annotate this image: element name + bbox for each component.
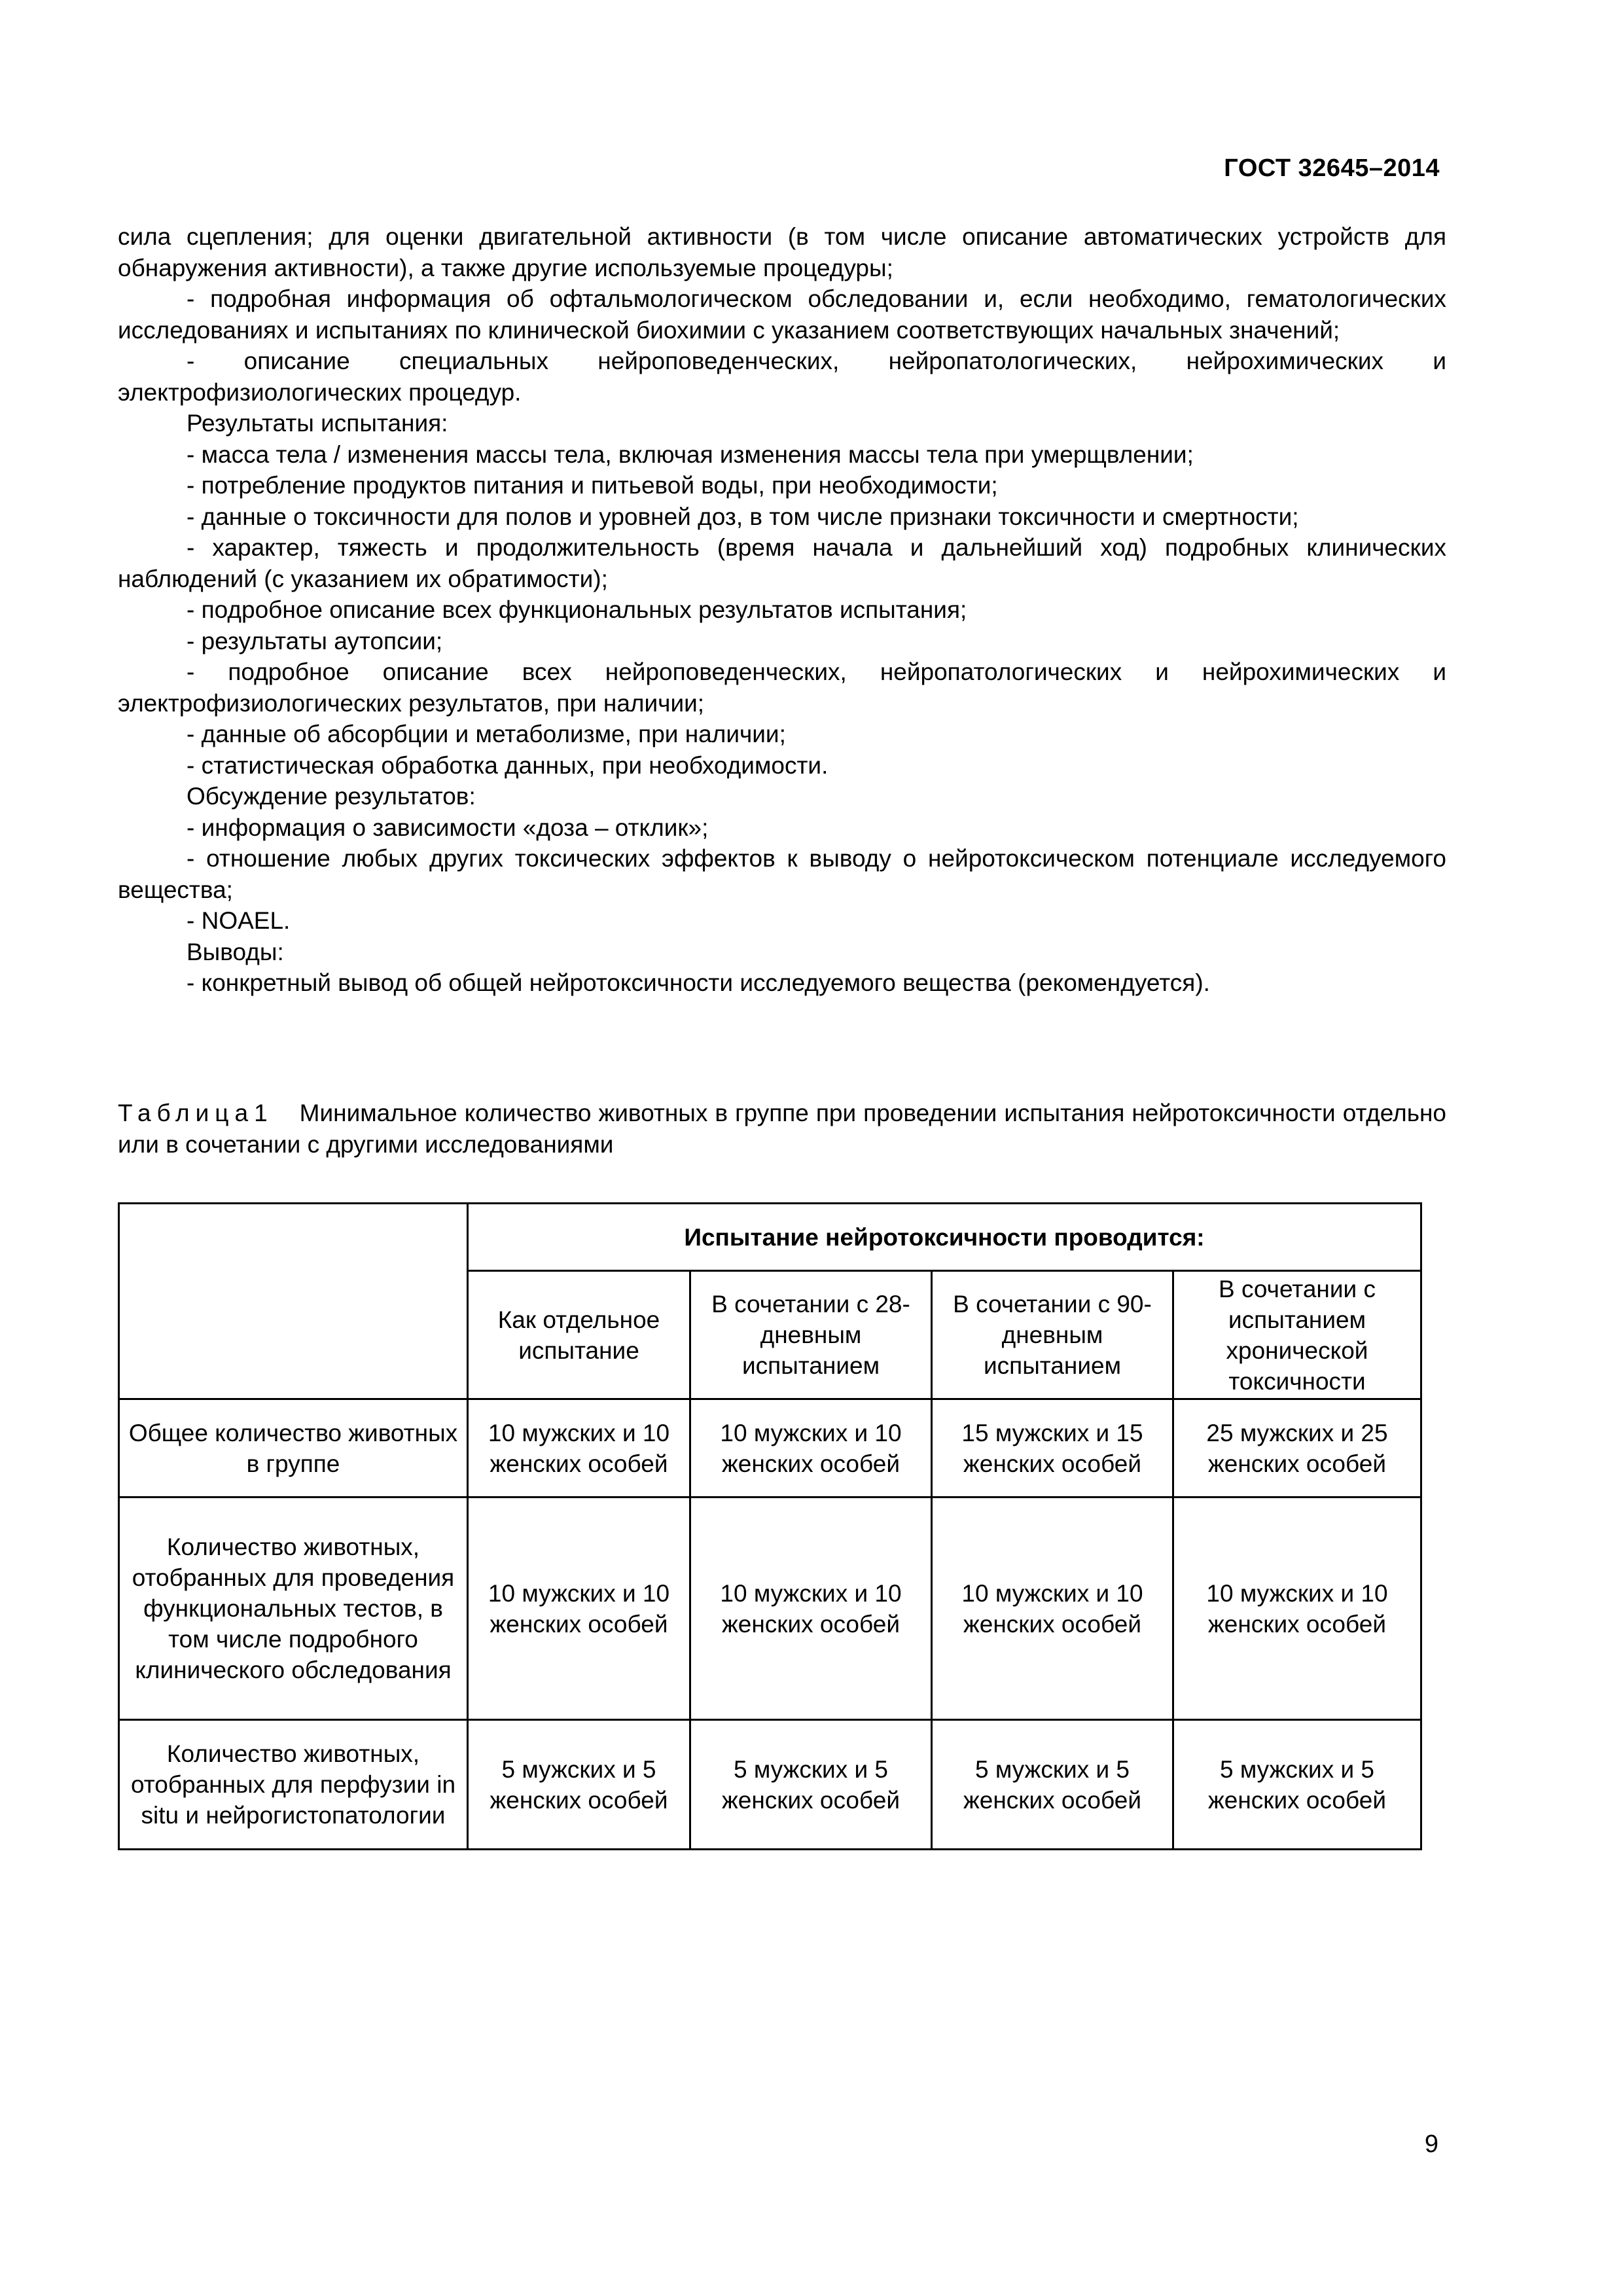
list-item-ophthalmology: - подробная информация об офтальмологическом обследовании и, если необходимо, гематологических исследованиях и испытаниях по клинической биохимии с указанием соответствующих начальных значений;: [118, 285, 1446, 344]
heading-results: Результаты испытания:: [187, 410, 448, 437]
column-header: В сочетании с испытанием хронической токсичности: [1173, 1271, 1421, 1399]
heading-discussion: Обсуждение результатов:: [187, 783, 476, 810]
animal-count-table: [118, 1202, 1422, 1850]
table-cell: 5 мужских и 5 женских особей: [932, 1720, 1173, 1850]
column-header: В сочетании с 28-дневным испытанием: [690, 1271, 932, 1399]
list-item-autopsy: - результаты аутопсии;: [187, 627, 443, 655]
table-cell: 5 мужских и 5 женских особей: [1173, 1720, 1421, 1850]
table-cell: 15 мужских и 15 женских особей: [932, 1399, 1173, 1498]
table-cell: 5 мужских и 5 женских особей: [690, 1720, 932, 1850]
document-code-header: ГОСТ 32645–2014: [1224, 154, 1440, 182]
table-cell: 10 мужских и 10 женских особей: [690, 1498, 932, 1720]
table-row: [119, 1720, 1421, 1850]
page-number: 9: [1424, 2130, 1438, 2158]
table-cell: 25 мужских и 25 женских особей: [1173, 1399, 1421, 1498]
table-row: [119, 1498, 1421, 1720]
list-item-conclusion: - конкретный вывод об общей нейротоксичности исследуемого вещества (рекомендуется).: [187, 969, 1210, 996]
table-header-row: [119, 1204, 1421, 1271]
table-cell: 10 мужских и 10 женских особей: [932, 1498, 1173, 1720]
table-caption: [118, 1098, 1446, 1160]
list-item-noael: - NOAEL.: [187, 907, 291, 934]
document-body: [118, 221, 1446, 999]
list-item-dose-response: - информация о зависимости «доза – отклик»;: [187, 814, 709, 841]
table-row: [119, 1399, 1421, 1498]
list-item-toxicity-data: - данные о токсичности для полов и уровней доз, в том числе признаки токсичности и смертности;: [187, 503, 1299, 530]
table-cell: 10 мужских и 10 женских особей: [468, 1498, 690, 1720]
paragraph-procedures: сила сцепления; для оценки двигательной активности (в том числе описание автоматических устройств для обнаружения активности), а также другие используемые процедуры;: [118, 223, 1446, 281]
table-group-header: Испытание нейротоксичности проводится:: [468, 1204, 1421, 1271]
table-caption-text: Минимальное количество животных в группе при проведении испытания нейротоксичности отдельно или в сочетании с другими исследованиями: [118, 1100, 1446, 1158]
list-item-special-procedures: - описание специальных нейроповеденческих, нейропатологических, нейрохимических и электрофизиологических процедур.: [118, 348, 1446, 406]
list-item-absorption: - данные об абсорбции и метаболизме, при наличии;: [187, 721, 786, 747]
table-cell: 10 мужских и 10 женских особей: [1173, 1498, 1421, 1720]
list-item-food-water: - потребление продуктов питания и питьевой воды, при необходимости;: [187, 472, 998, 499]
table-cell: 10 мужских и 10 женских особей: [468, 1399, 690, 1498]
list-item-statistics: - статистическая обработка данных, при необходимости.: [187, 751, 829, 779]
row-label: Количество животных, отобранных для перфузии in situ и нейрогистопатологии: [119, 1720, 468, 1850]
list-item-neuro-results: - подробное описание всех нейроповеденческих, нейропатологических и нейрохимических и электрофизиологических результатов, при наличии;: [118, 658, 1446, 717]
row-label: Количество животных, отобранных для проведения функциональных тестов, в том числе подробного клинического обследования: [119, 1498, 468, 1720]
list-item-body-weight: - масса тела / изменения массы тела, включая изменения массы тела при умерщвлении;: [187, 440, 1194, 468]
table-caption-label: Таблица1: [118, 1100, 274, 1126]
column-header: В сочетании с 90-дневным испытанием: [932, 1271, 1173, 1399]
column-header: Как отдельное испытание: [468, 1271, 690, 1399]
row-label: Общее количество животных в группе: [119, 1399, 468, 1498]
list-item-clinical-observations: - характер, тяжесть и продолжительность (время начала и дальнейший ход) подробных клинических наблюдений (с указанием их обратимости);: [118, 534, 1446, 592]
table-cell: 5 мужских и 5 женских особей: [468, 1720, 690, 1850]
heading-conclusions: Выводы:: [187, 938, 284, 965]
table-corner-cell: [119, 1204, 468, 1399]
list-item-other-effects: - отношение любых других токсических эффектов к выводу о нейротоксическом потенциале исследуемого вещества;: [118, 845, 1446, 903]
list-item-functional-results: - подробное описание всех функциональных результатов испытания;: [187, 596, 967, 623]
table-cell: 10 мужских и 10 женских особей: [690, 1399, 932, 1498]
